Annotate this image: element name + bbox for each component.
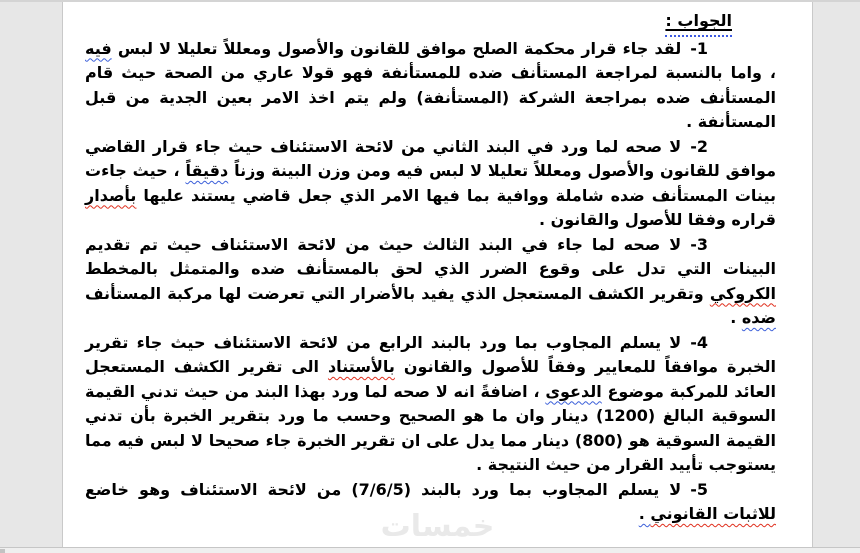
- blue-squiggle-word: الدعوى: [545, 381, 602, 401]
- khamsat-watermark: خمسات: [380, 509, 495, 544]
- red-squiggle-word: الكروكي: [709, 283, 776, 303]
- list-item-number: 1-: [690, 38, 708, 58]
- list-item: [85, 331, 776, 478]
- list-item: [85, 37, 776, 135]
- text-run: ، اضافةً انه لا صحه لما ورد بهذا البند من حيث تدني القيمة السوقية البالغ (1200) دينار وان ما هو الصحيح وحسب ما ورد بتقرير الخبرة بأن تدني القيمة السوقية هو (800) دينار مما يدل على ان تقرير الخبرة جاء صحيحا لا لبس فيه مما يستوجب تأييد القرار من حيث النتيجة .: [85, 381, 776, 474]
- document-title: [665, 9, 732, 37]
- text-run: لا صحه لما جاء في البند الثالث حيث من لائحة الاستئناف حيث تم تقديم البينات التي تدل على وقوع الضرر الذي لحق بالمستأنف ضده والمتمثل بالمخطط: [85, 234, 776, 278]
- list-item-number: 4-: [690, 332, 708, 352]
- red-squiggle-word: بأصدار: [85, 185, 137, 205]
- text-run: ، واما بالنسبة لمراجعة المستأنف ضده للمستأنفة فهو قولا عاري من الصحة حيث قام المستأنف ضده بمراجعة الشركة (المستأنفة) ولم يتم اخذ الامر بعين الجدية من قبل المستأنفة .: [85, 63, 776, 131]
- bottom-window-strip: [0, 547, 860, 553]
- document-body: [85, 37, 776, 527]
- text-run: لا يسلم المجاوب بما ورد بالبند (7/6/5) من لائحة الاستئناف وهو خاضع: [85, 479, 682, 499]
- scrollbar-corner: [0, 549, 5, 553]
- text-run: .: [730, 308, 742, 327]
- blue-squiggle-word: دقيقاً: [185, 161, 229, 180]
- red-squiggle-word: بالأستناد: [327, 357, 395, 376]
- text-run: ، حيث جاءت بينات المستأنف ضده شاملة ووافية بما فيها الامر الذي جعل قاضي يستند عليها: [85, 161, 776, 205]
- blue-squiggle-word: .: [638, 504, 651, 523]
- red-squiggle-word: للاثبات القانوني: [650, 504, 776, 523]
- text-run: لقد جاء قرار محكمة الصلح موافق للقانون والأصول ومعللاً تعليلا لا لبس: [111, 38, 682, 58]
- blue-squiggle-word: فيه: [85, 38, 112, 58]
- text-run: قراره وفقا للأصول والقانون .: [538, 210, 776, 229]
- text-run: لا يسلم المجاوب بما ورد بالبند الرابع من لائحة الاستئناف حيث جاء تقرير الخبرة موافقاً للمعايير وفقاً للأصول والقانون: [85, 332, 776, 376]
- list-item-number: 2-: [690, 136, 708, 156]
- text-run: لا صحه لما ورد في البند الثاني من لائحة الاستئناف حيث جاء قرار القاضي موافق للقانون والأصول ومعللاً تعليلا لا لبس فيه ومن وزن البينة وزناً: [85, 136, 776, 180]
- document-page[interactable]: [62, 2, 813, 547]
- text-run: الى تقرير الكشف المستعجل العائد للمركبة موضوع: [85, 357, 777, 401]
- blue-squiggle-word: ضده: [741, 308, 776, 327]
- list-item-number: 5-: [690, 479, 709, 499]
- document-content: [63, 2, 812, 527]
- title-line: [85, 9, 732, 37]
- list-item: [85, 233, 776, 331]
- list-item-number: 3-: [690, 234, 708, 254]
- document-title-text: الجواب :: [665, 11, 732, 30]
- list-item: [85, 135, 776, 233]
- text-run: وتقرير الكشف المستعجل الذي يفيد بالأضرار التي تعرضت لها مركبة المستأنف: [85, 283, 710, 303]
